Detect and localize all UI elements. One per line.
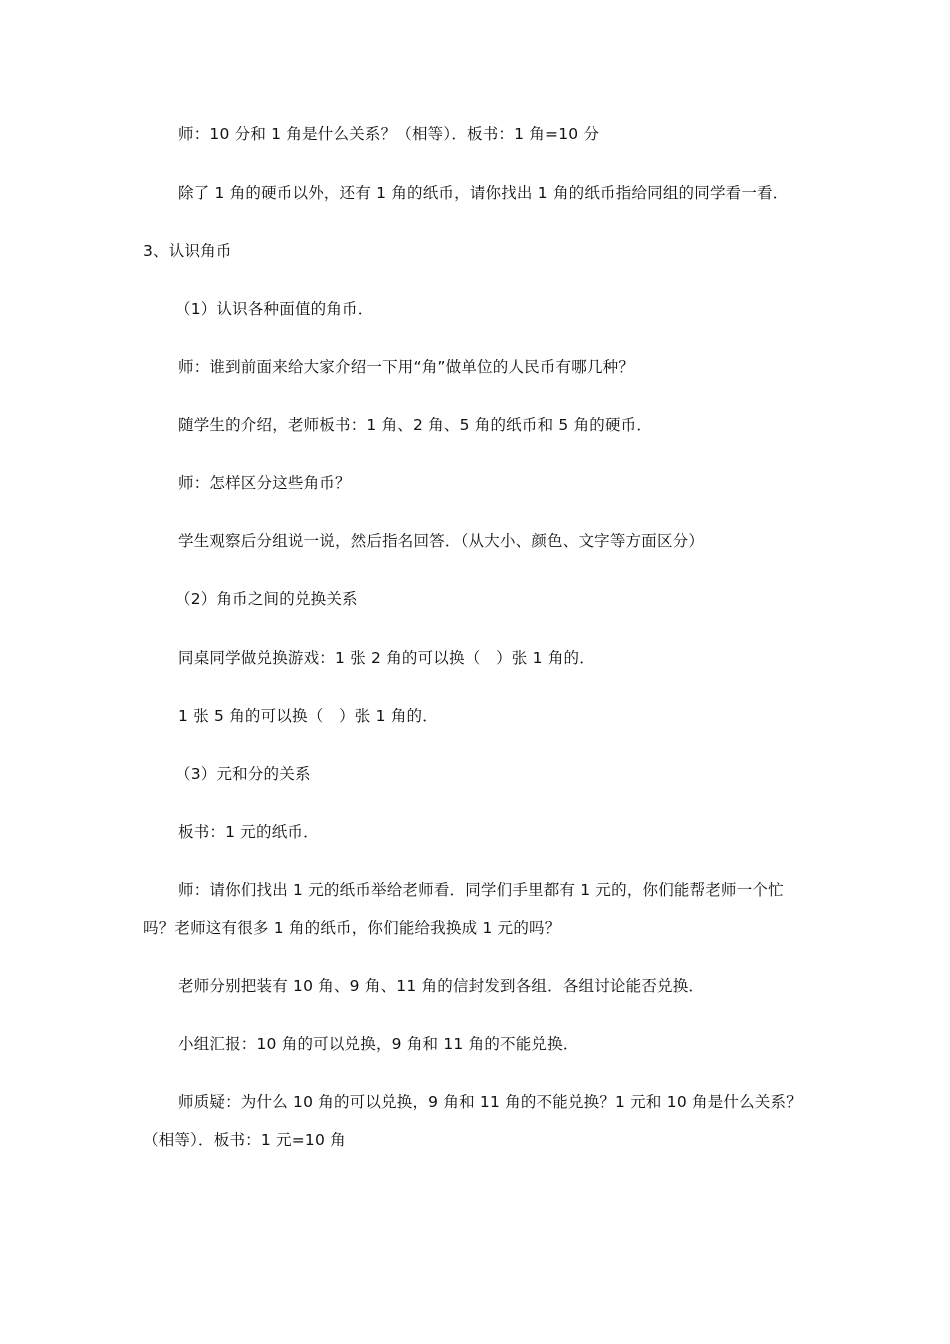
paragraph-line: 板书：1 元的纸币． <box>178 823 319 841</box>
paragraph-line: 同桌同学做兑换游戏：1 张 2 角的可以换（ ）张 1 角的． <box>178 649 595 667</box>
paragraph-line: 师质疑：为什么 10 角的可以兑换，9 角和 11 角的不能兑换？1 元和 10 角是什么关系？ <box>178 1093 802 1111</box>
paragraph-line: （相等）．板书：1 元=10 角 <box>143 1131 346 1149</box>
paragraph-line: 师：请你们找出 1 元的纸币举给老师看．同学们手里都有 1 元的，你们能帮老师一个忙 <box>178 881 784 899</box>
paragraph-line: 老师分别把装有 10 角、9 角、11 角的信封发到各组．各组讨论能否兑换． <box>178 977 705 995</box>
paragraph-line: 师：谁到前面来给大家介绍一下用“角”做单位的人民币有哪几种？ <box>178 358 635 376</box>
paragraph-line: 师：怎样区分这些角币？ <box>178 474 351 492</box>
section-heading: 3、认识角币 <box>143 242 232 260</box>
paragraph-line: 随学生的介绍，老师板书：1 角、2 角、5 角的纸币和 5 角的硬币． <box>178 416 653 434</box>
subsection-heading: （3）元和分的关系 <box>175 765 311 783</box>
paragraph-line: 师：10 分和 1 角是什么关系？（相等）．板书：1 角=10 分 <box>178 125 600 143</box>
paragraph-line: 小组汇报：10 角的可以兑换，9 角和 11 角的不能兑换． <box>178 1035 579 1053</box>
paragraph-line: 吗？老师这有很多 1 角的纸币，你们能给我换成 1 元的吗？ <box>143 919 561 937</box>
paragraph-line: 学生观察后分组说一说，然后指名回答．（从大小、颜色、文字等方面区分） <box>178 532 705 550</box>
paragraph-line: 1 张 5 角的可以换（ ）张 1 角的． <box>178 707 438 725</box>
subsection-heading: （2）角币之间的兑换关系 <box>175 590 358 608</box>
paragraph-line: 除了 1 角的硬币以外，还有 1 角的纸币，请你找出 1 角的纸币指给同组的同学看一看． <box>178 184 789 202</box>
subsection-heading: （1）认识各种面值的角币． <box>175 300 374 318</box>
